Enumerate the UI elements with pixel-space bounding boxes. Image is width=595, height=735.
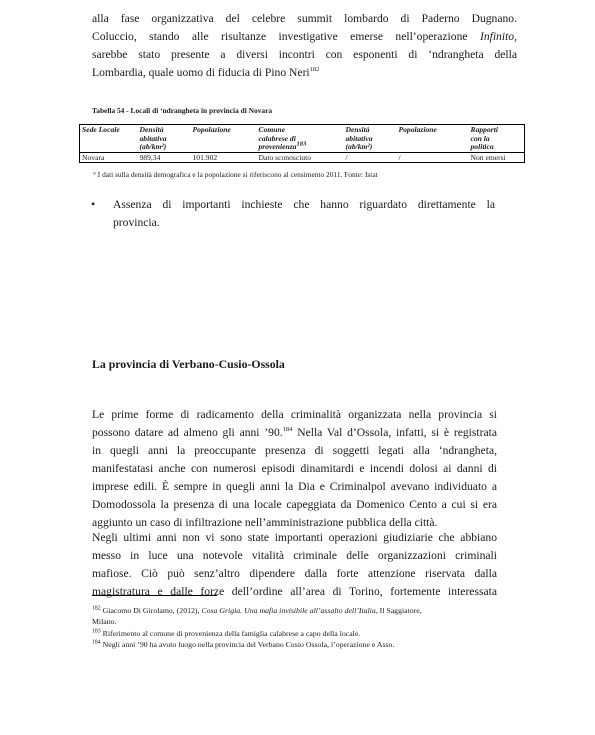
bullet-symbol: • [91, 197, 96, 211]
cell-sede: Novara [80, 152, 138, 163]
intro-line-3: sarebbe stato presente a diversi incontri con esponenti di ‘ndrangheta della [92, 48, 517, 61]
header-sede-locale: Sede Locale [80, 125, 138, 153]
operation-name: Infinito [479, 30, 515, 43]
footnote-184: $^{184}$ Negli anni ’90 ha avuto luogo nella provincia del Verbano Cusio Ossola, l’operazione e Asso. [92, 639, 395, 649]
footnote-ref-183[interactable]: 183 [296, 140, 307, 148]
para1-line-4: manifestatasi anche con numerosi episodi dinamitardi e incendi dolosi ai danni di [92, 462, 497, 475]
footnote-ref-184[interactable]: 184 [282, 426, 293, 434]
paragraph-1 [92, 406, 497, 532]
cell-popolazione: 101.902 [191, 152, 257, 163]
para2-line-2: messo in luce una notevole vitalità criminale delle organizzazioni criminali [92, 549, 497, 562]
header-popolazione-2: Popolazione [397, 125, 469, 153]
intro-line-2: Coluccio, stando alle risultanze investigative emerse nell’operazione Infinito, [92, 30, 517, 43]
para1-line-3: in quegli anni la preoccupante presenza di soggetti legati alla ‘ndrangheta, [92, 444, 497, 457]
cell-comune: Dato sconosciuto [257, 152, 344, 163]
bullet-paragraph [113, 196, 495, 232]
table-note: ° I dati sulla densità demografica e la popolazione si riferiscono al censimento 2011. Fonte: Istat [93, 170, 378, 179]
para1-line-5: imprese edili. È sempre in quegli anni la Dia e Criminalpol avevano individuato a [92, 480, 497, 493]
footnote-182-continued: Milano. [92, 617, 117, 626]
header-densita-abitativa-2: Densità abitativa (ab/km²) [344, 125, 397, 153]
footnote-183: $^{183}$ Riferimento al comune di provenienza della famiglia calabrese a capo della locale. [92, 628, 361, 638]
para1-line-7: aggiunto un caso di infiltrazione nell’amministrazione pubblica della città. [92, 516, 438, 529]
header-comune-calabrese: Comune calabrese di provenienza$^{183}$ [257, 125, 344, 153]
header-popolazione: Popolazione [191, 125, 257, 153]
para2-line-3: mafiose. Ciò può senz’altro dipendere dalla forte attenzione riservata dalla [92, 567, 497, 580]
paragraph-2 [92, 529, 497, 601]
footnote-number: 182 [92, 605, 101, 612]
locali-table [79, 124, 525, 163]
footnote-number: 184 [92, 639, 101, 646]
para1-line-1: Le prime forme di radicamento della criminalità organizzata nella provincia si [92, 408, 497, 421]
intro-line-4: Lombardia, quale uomo di fiducia di Pino Neri$^{182}$ [92, 66, 320, 79]
para1-line-2: possono datare ad almeno gli anni ’90.$^{184}$ Nella Val d’Ossola, infatti, si è registrata [92, 426, 497, 439]
table-caption: Tabella 54 - Locali di ‘ndrangheta in provincia di Novara [92, 106, 273, 115]
para2-line-1: Negli ultimi anni non vi sono state importanti operazioni giudiziarie che abbiano [92, 531, 497, 544]
table-header-row [80, 125, 525, 153]
header-densita-abitativa: Densità abitativa (ab/km²) [138, 125, 191, 153]
footnote-number: 183 [92, 628, 101, 635]
section-heading: La provincia di Verbano-Cusio-Ossola [92, 357, 285, 371]
cell-rapporti: Non emersi [469, 152, 525, 163]
intro-line-1: alla fase organizzativa del celebre summit lombardo di Paderno Dugnano. [92, 12, 517, 25]
footnote-182: $^{182}$ Giacomo Di Girolamo, (2012), Cosa Grigia. Una mafia invisibile all’assalto dell’Italia, Il Saggiatore, [92, 605, 422, 615]
cell-densita-2: / [344, 152, 397, 163]
table-row [80, 152, 525, 163]
bullet-line-1: Assenza di importanti inchieste che hanno riguardato direttamente la [113, 198, 495, 211]
footnote-divider [92, 595, 217, 596]
para2-line-4: magistratura e dalle forze dell’ordine all’area di Torino, fortemente interessata [92, 585, 497, 598]
cell-densita: 989,34 [138, 152, 191, 163]
para1-line-6: Domodossola la presenza di una locale capeggiata da Domenico Cento a cui si era [92, 498, 497, 511]
footnote-book-title: Cosa Grigia. Una mafia invisibile all’assalto dell’Italia [201, 606, 376, 615]
intro-paragraph [92, 10, 517, 82]
cell-popolazione-2: / [397, 152, 469, 163]
footnote-ref-182[interactable]: 182 [309, 66, 320, 74]
bullet-line-2: provincia. [113, 216, 160, 229]
header-rapporti-politica: Rapporti con la politica [469, 125, 525, 153]
